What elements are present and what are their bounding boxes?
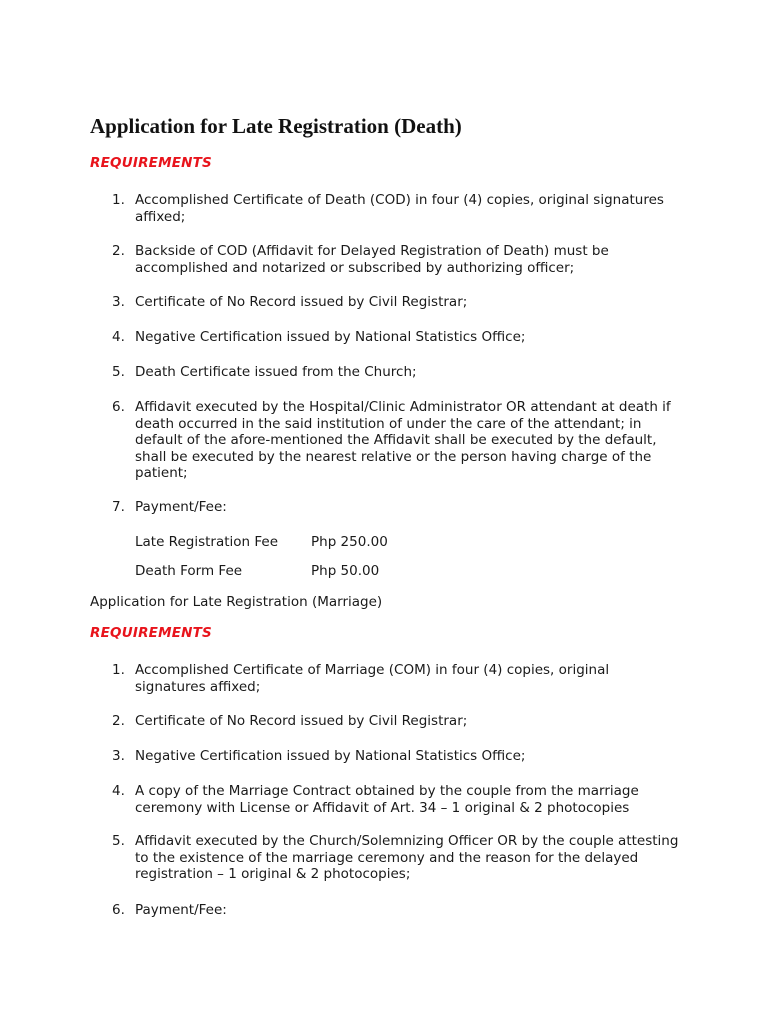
list-item-text: Negative Certification issued by National Statistics Office; xyxy=(135,329,526,345)
list-item-number: 1. xyxy=(112,662,125,678)
list-item-text: Death Certificate issued from the Church; xyxy=(135,364,417,380)
list-item-number: 2. xyxy=(112,713,125,729)
list-item-number: 3. xyxy=(112,294,125,310)
list-item-number: 6. xyxy=(112,902,125,918)
list-item-text: Certificate of No Record issued by Civil Registrar; xyxy=(135,294,468,310)
list-item-text: Certificate of No Record issued by Civil Registrar; xyxy=(135,713,468,729)
list-item-text: Affidavit executed by the Hospital/Clinic Administrator OR attendant at death if death occurred in the said institution of under the care of the attendant; in default of the afore-mentioned the Affidavit shall be executed by the default, shall be executed by the nearest relative or the person having charge of the patient; xyxy=(135,399,671,481)
list-item-number: 7. xyxy=(112,499,125,515)
death-requirements-heading: REQUIREMENTS xyxy=(90,155,212,171)
fee-label: Late Registration Fee xyxy=(135,534,279,550)
fee-amount: Php 250.00 xyxy=(311,534,388,550)
list-item-text: A copy of the Marriage Contract obtained by the couple from the marriage ceremony with License or Affidavit of Art. 34 – 1 original & 2 photocopies xyxy=(135,783,639,816)
list-item-text: Payment/Fee: xyxy=(135,902,227,918)
fee-amount: Php 50.00 xyxy=(311,563,380,579)
list-item-text: Accomplished Certificate of Death (COD) in four (4) copies, original signatures affixed; xyxy=(135,192,664,225)
list-item-number: 5. xyxy=(112,833,125,849)
list-item-text: Negative Certification issued by National Statistics Office; xyxy=(135,748,526,764)
list-item-number: 6. xyxy=(112,399,125,415)
list-item-number: 5. xyxy=(112,364,125,380)
list-item-number: 2. xyxy=(112,243,125,259)
list-item-number: 4. xyxy=(112,783,125,799)
fee-label: Death Form Fee xyxy=(135,563,243,579)
list-item-number: 1. xyxy=(112,192,125,208)
list-item-text: Accomplished Certificate of Marriage (COM) in four (4) copies, original signatures affixed; xyxy=(135,662,610,695)
marriage-section-heading: Application for Late Registration (Marriage) xyxy=(90,594,383,610)
list-item-text: Backside of COD (Affidavit for Delayed Registration of Death) must be accomplished and notarized or subscribed by authorizing officer; xyxy=(135,243,609,276)
list-item-number: 4. xyxy=(112,329,125,345)
marriage-requirements-heading: REQUIREMENTS xyxy=(90,625,212,641)
list-item-text: Payment/Fee: xyxy=(135,499,227,515)
list-item-text: Affidavit executed by the Church/Solemnizing Officer OR by the couple attesting to the existence of the marriage ceremony and the reason for the delayed registration – 1 original & 2 photocopies; xyxy=(135,833,679,882)
list-item-number: 3. xyxy=(112,748,125,764)
page-title: Application for Late Registration (Death) xyxy=(90,114,462,138)
